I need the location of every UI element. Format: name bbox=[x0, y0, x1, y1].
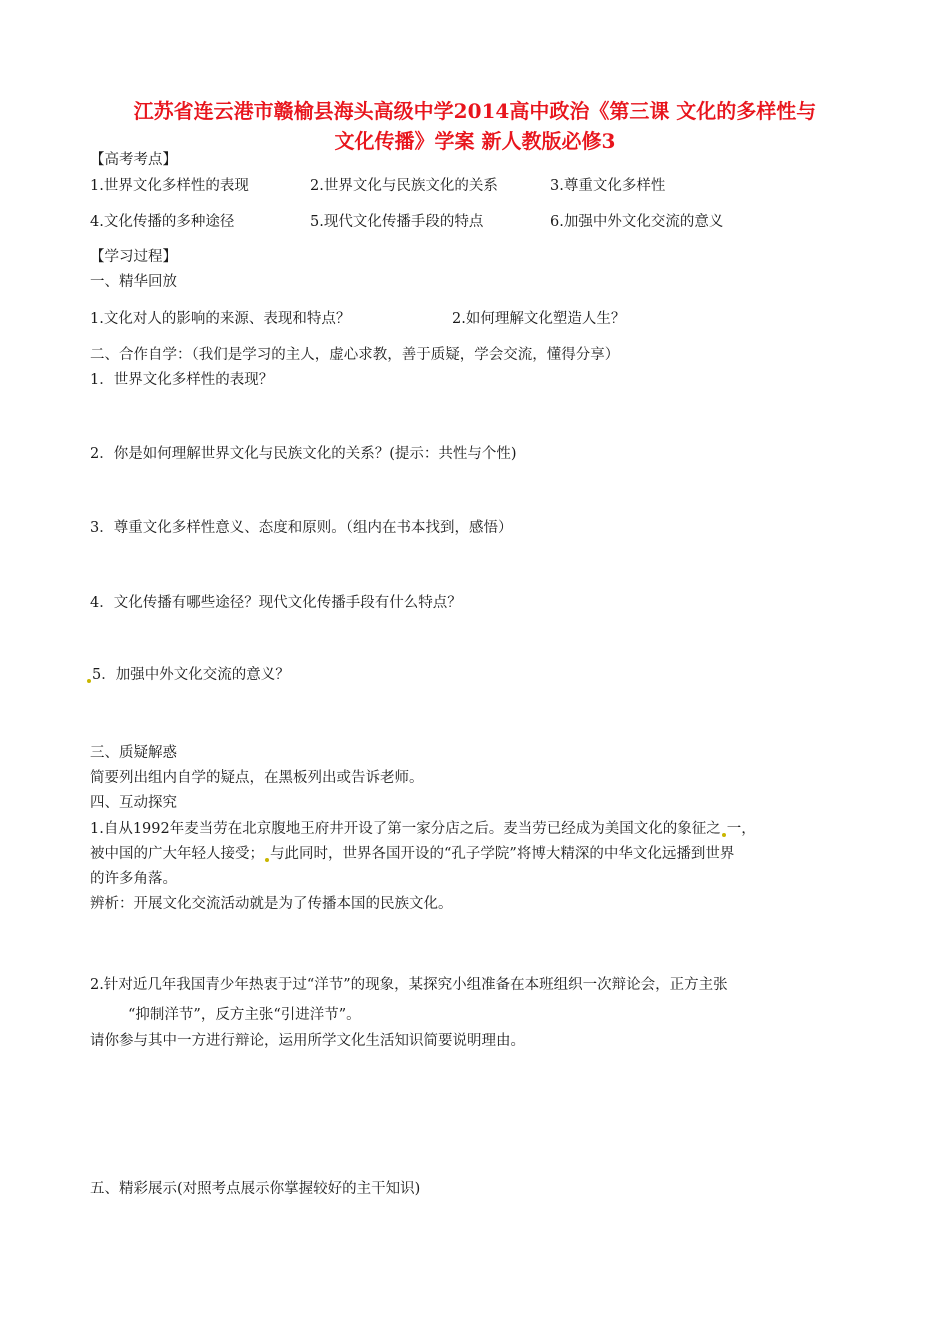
exam-point-5: 5.现代文化传播手段的特点 bbox=[310, 214, 484, 230]
review-question-2: 2.如何理解文化塑造人生？ bbox=[452, 311, 626, 327]
self-study-question-5-row bbox=[86, 665, 290, 685]
explore-item-1-line-2-text: 与此同时，世界各国开设的“孔子学院”将博大精深的中华文化远播到世界 bbox=[270, 846, 735, 862]
section-explore-heading: 四、互动探究 bbox=[90, 795, 177, 811]
document-title-line-2: 文化传播》学案 新人教版必修3 bbox=[334, 129, 616, 153]
self-study-question-3: 3．尊重文化多样性意义、态度和原则。（组内在书本找到，感悟） bbox=[90, 520, 513, 536]
exam-point-3: 3.尊重文化多样性 bbox=[550, 178, 666, 194]
review-question-1: 1.文化对人的影响的来源、表现和特点？ bbox=[90, 311, 351, 327]
explore-item-1-line-1 bbox=[90, 819, 756, 839]
explore-item-1-line-2-start: 被中国的广大年轻人接受； bbox=[90, 846, 264, 862]
marker-dot bbox=[87, 679, 91, 683]
exam-point-6: 6.加强中外文化交流的意义 bbox=[550, 214, 724, 230]
document-title-line-1: 江苏省连云港市赣榆县海头高级中学2014高中政治《第三课 文化的多样性与 bbox=[133, 99, 817, 123]
explore-item-2-line-3: 请你参与其中一方进行辩论，运用所学文化生活知识简要说明理由。 bbox=[90, 1033, 525, 1049]
exam-point-1: 1.世界文化多样性的表现 bbox=[90, 178, 249, 194]
explore-item-1-line-1-end: 一， bbox=[726, 821, 756, 837]
explore-item-2-line-1: 2.针对近几年我国青少年热衷于过“洋节”的现象，某探究小组准备在本班组织一次辩论会，正方主张 bbox=[90, 977, 728, 993]
self-study-question-2: 2．你是如何理解世界文化与民族文化的关系？(提示：共性与个性) bbox=[90, 446, 517, 462]
exam-points-heading: 【高考考点】 bbox=[90, 152, 177, 168]
self-study-question-5: 5．加强中外文化交流的意义？ bbox=[92, 667, 290, 683]
exam-point-2: 2.世界文化与民族文化的关系 bbox=[310, 178, 498, 194]
section-doubts-heading: 三、质疑解惑 bbox=[90, 745, 177, 761]
explore-item-1-line-1-text: 1.自从1992年麦当劳在北京腹地王府井开设了第一家分店之后。麦当劳已经成为美国文化的象征之 bbox=[90, 821, 721, 837]
doubts-text: 简要列出组内自学的疑点，在黑板列出或告诉老师。 bbox=[90, 770, 424, 786]
self-study-question-1: 1．世界文化多样性的表现？ bbox=[90, 372, 274, 388]
learning-process-heading: 【学习过程】 bbox=[90, 249, 177, 265]
marker-dot bbox=[265, 858, 269, 862]
self-study-question-4: 4．文化传播有哪些途径？现代文化传播手段有什么特点？ bbox=[90, 595, 462, 611]
explore-item-1-line-2 bbox=[90, 844, 734, 864]
section-review-heading: 一、精华回放 bbox=[90, 274, 177, 290]
marker-dot bbox=[722, 833, 726, 837]
explore-item-2-line-2: “抑制洋节”，反方主张“引进洋节”。 bbox=[128, 1007, 361, 1023]
section-self-study-heading: 二、合作自学：（我们是学习的主人，虚心求教，善于质疑，学会交流，懂得分享） bbox=[90, 347, 620, 363]
exam-point-4: 4.文化传播的多种途径 bbox=[90, 214, 235, 230]
explore-item-1-line-3: 的许多角落。 bbox=[90, 871, 177, 887]
explore-item-1-analysis: 辨析：开展文化交流活动就是为了传播本国的民族文化。 bbox=[90, 896, 453, 912]
section-showcase-heading: 五、精彩展示(对照考点展示你掌握较好的主干知识) bbox=[90, 1181, 421, 1197]
